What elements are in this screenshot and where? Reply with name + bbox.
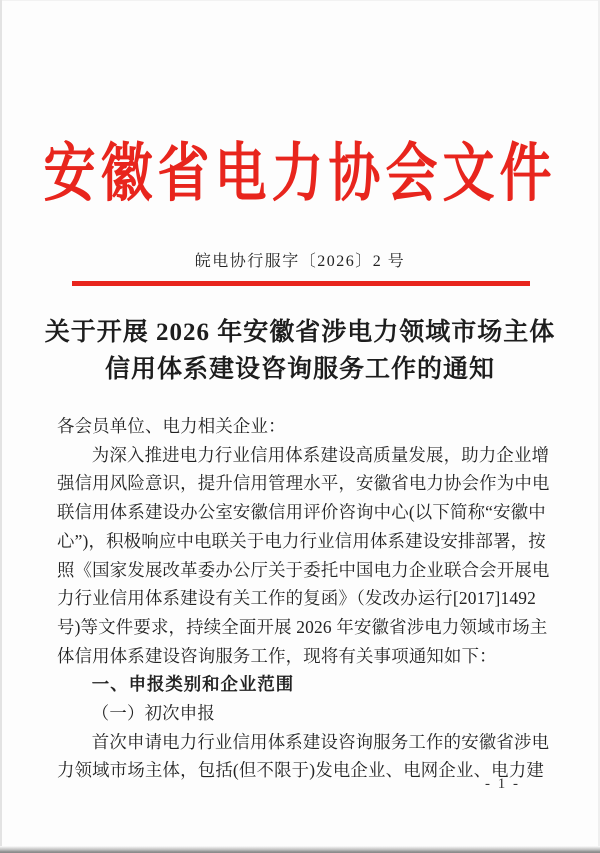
body-section-heading: 一、申报类别和企业范围 — [91, 674, 295, 695]
page-bottom-edge — [0, 846, 600, 853]
document-title-line1: 关于开展 2026 年安徽省涉电力领域市场主体 — [44, 319, 556, 346]
body-line: 号)等文件要求，持续全面开展 2026 年安徽省涉电力领域市场主 — [57, 616, 548, 637]
body-line: 联信用体系建设办公室安徽信用评价咨询中心(以下简称“安徽中 — [57, 502, 546, 523]
body-line: 力领域市场主体，包括(但不限于)发电企业、电网企业、电力建 — [57, 760, 544, 781]
red-divider-line — [72, 281, 530, 286]
body-subsection-heading: （一）初次申报 — [91, 703, 215, 724]
body-line: 强信用风险意识，提升信用管理水平，安徽省电力协会作为中电 — [57, 473, 550, 494]
document-header-title: 安徽省电力协会文件 — [43, 140, 557, 210]
body-line: 首次申请电力行业信用体系建设咨询服务工作的安徽省涉电 — [91, 731, 550, 752]
document-title — [0, 314, 600, 388]
document-title-line2: 信用体系建设咨询服务工作的通知 — [104, 356, 495, 383]
body-line: 心”)，积极响应中电联关于电力行业信用体系建设安排部署，按 — [57, 530, 546, 551]
document-body — [57, 412, 550, 785]
body-line: 体信用体系建设咨询服务工作，现将有关事项通知如下： — [57, 645, 497, 666]
document-number: 皖电协行服字〔2026〕2 号 — [194, 253, 406, 270]
body-line: 力行业信用体系建设有关工作的复函》（发改办运行[2017]1492 — [57, 588, 537, 609]
body-line-salutation: 各会员单位、电力相关企业： — [57, 416, 286, 436]
body-line: 为深入推进电力行业信用体系建设高质量发展，助力企业增 — [91, 444, 550, 465]
page-number: - 1 - — [485, 776, 520, 792]
body-line: 照《国家发展改革委办公厅关于委托中国电力企业联合会开展电 — [57, 559, 550, 580]
